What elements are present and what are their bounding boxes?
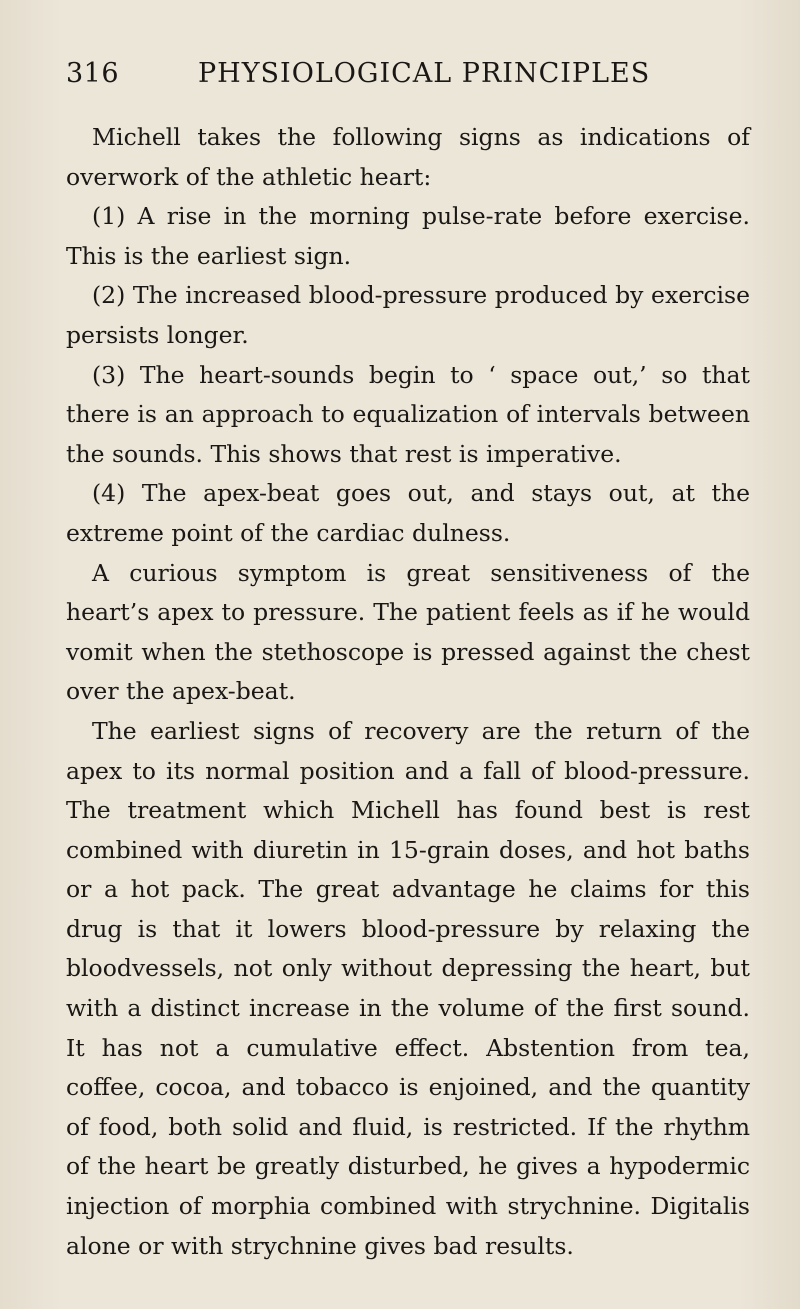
paragraph-symptom: A curious symptom is great sensitiveness of the heart’s apex to pressure. The patient feels as if he would vomit when the stethoscope is pressed against the chest over the apex-beat.	[66, 558, 750, 706]
paragraph-sign-4: (4) The apex-beat goes out, and stays out, at the extreme point of the cardiac dulness.	[66, 479, 750, 547]
paragraph-sign-2: (2) The increased blood-pressure produced by exercise persists longer.	[66, 281, 750, 349]
page-header	[66, 58, 746, 102]
paragraph-recovery: The earliest signs of recovery are the return of the apex to its normal position and a fall of blood-pressure. The treatment which Michell has found best is rest combined with diuretin in 15-grain doses, and hot baths or a hot pack. The great advantage he claims for this drug is that it lowers blood-pressure by relaxing the bloodvessels, not only without depressing the heart, but with a distinct increase in the volume of the first sound. It has not a cumulative effect. Abstention from tea, coffee, cocoa, and tobacco is enjoined, and the quantity of food, both solid and fluid, is restricted. If the rhythm of the heart be greatly disturbed, he gives a hypodermic injection of morphia combined with strychnine. Digitalis alone or with strychnine gives bad results.	[66, 716, 750, 1260]
page-number: 316	[66, 58, 120, 89]
paragraph-sign-3: (3) The heart-sounds begin to ‘ space out,’ so that there is an approach to equalization of intervals between the sounds. This shows that rest is imperative.	[66, 360, 750, 468]
running-head: PHYSIOLOGICAL PRINCIPLES	[198, 58, 651, 89]
paragraph-intro: Michell takes the following signs as indications of overwork of the athletic heart:	[66, 123, 750, 191]
paragraph-sign-1: (1) A rise in the morning pulse-rate before exercise. This is the earliest sign.	[66, 202, 750, 270]
body-text	[66, 118, 750, 1266]
